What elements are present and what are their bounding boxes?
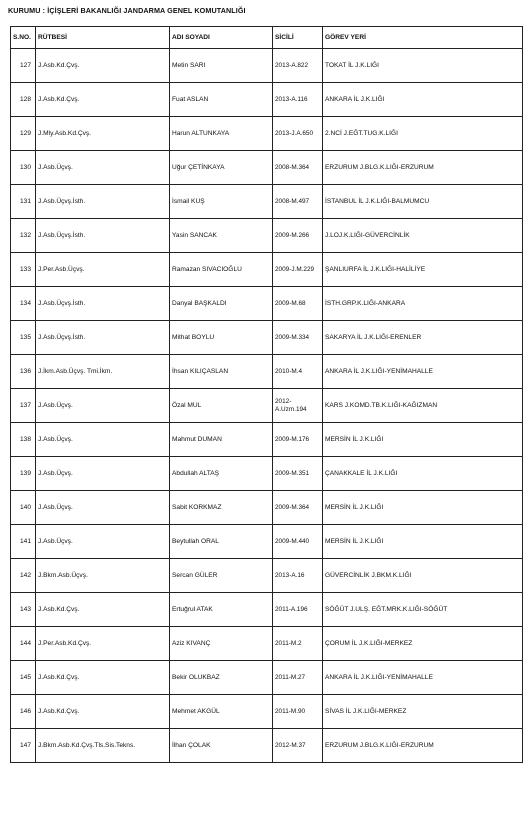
table-row	[11, 525, 523, 559]
cell-duty-station: SÖĞÜT J.ULŞ. EĞT.MRK.K.LIĞI-SÖĞÜT	[323, 593, 523, 627]
column-header-registry: SİCİLİ	[273, 27, 323, 49]
personnel-table	[10, 26, 523, 763]
table-row	[11, 627, 523, 661]
cell-registry: 2009-M.364	[273, 491, 323, 525]
cell-rank: J.Asb.Üçvş.	[36, 525, 170, 559]
cell-sno: 147	[11, 729, 36, 763]
cell-duty-station: ANKARA İL J.K.LIĞI-YENİMAHALLE	[323, 355, 523, 389]
cell-name: Mithat BOYLU	[170, 321, 273, 355]
cell-duty-station: SAKARYA İL J.K.LIĞI-ERENLER	[323, 321, 523, 355]
table-row	[11, 185, 523, 219]
cell-registry: 2009-J.M.229	[273, 253, 323, 287]
cell-sno: 134	[11, 287, 36, 321]
cell-duty-station: ÇANAKKALE İL J.K.LIĞI	[323, 457, 523, 491]
cell-sno: 128	[11, 83, 36, 117]
cell-registry: 2011-A.196	[273, 593, 323, 627]
cell-name: Fuat ASLAN	[170, 83, 273, 117]
cell-registry: 2011-M.90	[273, 695, 323, 729]
cell-duty-station: MERSİN İL J.K.LIĞI	[323, 423, 523, 457]
cell-duty-station: ERZURUM J.BLG.K.LIĞI-ERZURUM	[323, 151, 523, 185]
cell-registry: 2008-M.497	[273, 185, 323, 219]
cell-registry: 2009-M.176	[273, 423, 323, 457]
cell-duty-station: İSTH.GRP.K.LIĞI-ANKARA	[323, 287, 523, 321]
cell-name: Uğur ÇETİNKAYA	[170, 151, 273, 185]
cell-name: Ramazan SIVACIOĞLU	[170, 253, 273, 287]
cell-duty-station: TOKAT İL J.K.LIĞI	[323, 49, 523, 83]
cell-rank: J.Asb.Kd.Çvş.	[36, 49, 170, 83]
table-header-row	[11, 27, 523, 49]
cell-registry: 2013-A.16	[273, 559, 323, 593]
cell-duty-station: SİVAS İL J.K.LIĞI-MERKEZ	[323, 695, 523, 729]
table-row	[11, 695, 523, 729]
cell-sno: 144	[11, 627, 36, 661]
cell-registry: 2012-M.37	[273, 729, 323, 763]
cell-rank: J.Per.Asb.Kd.Çvş.	[36, 627, 170, 661]
cell-sno: 132	[11, 219, 36, 253]
table-row	[11, 49, 523, 83]
cell-registry: 2008-M.364	[273, 151, 323, 185]
column-header-duty-station: GÖREV YERİ	[323, 27, 523, 49]
column-header-name: ADI SOYADI	[170, 27, 273, 49]
cell-duty-station: KARS J.KOMD.TB.K.LIĞI-KAĞIZMAN	[323, 389, 523, 423]
cell-name: Danyal BAŞKALDI	[170, 287, 273, 321]
table-row	[11, 559, 523, 593]
column-header-rank: RÜTBESİ	[36, 27, 170, 49]
cell-rank: J.Bkm.Asb.Kd.Çvş.Tls.Sis.Tekns.	[36, 729, 170, 763]
cell-rank: J.Asb.Üçvş.	[36, 423, 170, 457]
cell-registry: 2009-M.334	[273, 321, 323, 355]
cell-sno: 141	[11, 525, 36, 559]
cell-rank: J.Asb.Üçvş.İsth.	[36, 219, 170, 253]
cell-rank: J.Asb.Kd.Çvş.	[36, 593, 170, 627]
cell-name: Sercan GÜLER	[170, 559, 273, 593]
cell-sno: 140	[11, 491, 36, 525]
table-row	[11, 491, 523, 525]
cell-duty-station: MERSİN İL J.K.LIĞI	[323, 491, 523, 525]
table-row	[11, 287, 523, 321]
cell-name: İhsan KILIÇASLAN	[170, 355, 273, 389]
table-row	[11, 457, 523, 491]
cell-sno: 137	[11, 389, 36, 423]
cell-rank: J.Mly.Asb.Kd.Çvş.	[36, 117, 170, 151]
cell-sno: 145	[11, 661, 36, 695]
column-header-sno: S.NO.	[11, 27, 36, 49]
table-row	[11, 321, 523, 355]
cell-duty-station: 2.NCİ J.EĞT.TUG.K.LIĞI	[323, 117, 523, 151]
table-row	[11, 117, 523, 151]
cell-registry: 2009-M.440	[273, 525, 323, 559]
cell-name: Yasin SANCAK	[170, 219, 273, 253]
cell-rank: J.Per.Asb.Üçvş.	[36, 253, 170, 287]
cell-duty-station: ERZURUM J.BLG.K.LIĞI-ERZURUM	[323, 729, 523, 763]
cell-registry: 2009-M.351	[273, 457, 323, 491]
table-row	[11, 593, 523, 627]
cell-duty-station: ANKARA İL J.K.LIĞI	[323, 83, 523, 117]
cell-name: Aziz KIVANÇ	[170, 627, 273, 661]
table-row	[11, 423, 523, 457]
cell-rank: J.Asb.Üçvş.	[36, 491, 170, 525]
cell-rank: J.Asb.Kd.Çvş.	[36, 83, 170, 117]
cell-name: Bekir OLUKBAZ	[170, 661, 273, 695]
cell-sno: 139	[11, 457, 36, 491]
cell-name: İsmail KUŞ	[170, 185, 273, 219]
cell-duty-station: ÇORUM İL J.K.LIĞI-MERKEZ	[323, 627, 523, 661]
table-row	[11, 389, 523, 423]
cell-name: Beytullah ORAL	[170, 525, 273, 559]
cell-sno: 136	[11, 355, 36, 389]
cell-registry: 2013-J.A.650	[273, 117, 323, 151]
cell-sno: 135	[11, 321, 36, 355]
table-row	[11, 83, 523, 117]
table-row	[11, 661, 523, 695]
cell-registry: 2011-M.2	[273, 627, 323, 661]
table-row	[11, 151, 523, 185]
cell-rank: J.Asb.Üçvş.İsth.	[36, 287, 170, 321]
cell-sno: 143	[11, 593, 36, 627]
cell-name: Mahmut DUMAN	[170, 423, 273, 457]
cell-registry: 2013-A.116	[273, 83, 323, 117]
cell-registry: 2013-A.822	[273, 49, 323, 83]
cell-duty-station: MERSİN İL J.K.LIĞI	[323, 525, 523, 559]
cell-sno: 131	[11, 185, 36, 219]
cell-sno: 130	[11, 151, 36, 185]
cell-registry: 2011-M.27	[273, 661, 323, 695]
cell-name: İlhan ÇOLAK	[170, 729, 273, 763]
cell-rank: J.Asb.Üçvş.İsth.	[36, 185, 170, 219]
cell-duty-station: GÜVERCİNLİK J.BKM.K.LIĞI	[323, 559, 523, 593]
cell-sno: 146	[11, 695, 36, 729]
cell-rank: J.Asb.Üçvş.	[36, 389, 170, 423]
table-row	[11, 729, 523, 763]
cell-name: Mehmet AKGÜL	[170, 695, 273, 729]
cell-rank: J.Asb.Üçvş.İsth.	[36, 321, 170, 355]
cell-name: Sabit KORKMAZ	[170, 491, 273, 525]
cell-registry: 2009-M.266	[273, 219, 323, 253]
document-title: KURUMU : İÇİŞLERİ BAKANLIĞI JANDARMA GENEL KOMUTANLIĞI	[8, 6, 246, 15]
cell-registry: 2009-M.68	[273, 287, 323, 321]
cell-name: Abdullah ALTAŞ	[170, 457, 273, 491]
cell-rank: J.Asb.Üçvş.	[36, 457, 170, 491]
table-row	[11, 219, 523, 253]
cell-rank: J.Asb.Üçvş.	[36, 151, 170, 185]
cell-rank: J.İkm.Asb.Üçvş. Tmi.İkm.	[36, 355, 170, 389]
cell-name: Metin SARI	[170, 49, 273, 83]
cell-sno: 127	[11, 49, 36, 83]
cell-sno: 133	[11, 253, 36, 287]
cell-duty-station: ANKARA İL J.K.LIĞI-YENİMAHALLE	[323, 661, 523, 695]
cell-rank: J.Bkm.Asb.Üçvş.	[36, 559, 170, 593]
cell-sno: 129	[11, 117, 36, 151]
cell-name: Harun ALTUNKAYA	[170, 117, 273, 151]
cell-rank: J.Asb.Kd.Çvş.	[36, 695, 170, 729]
table-row	[11, 253, 523, 287]
cell-sno: 138	[11, 423, 36, 457]
cell-duty-station: ŞANLIURFA İL J.K.LIĞI-HALİLİYE	[323, 253, 523, 287]
cell-rank: J.Asb.Kd.Çvş.	[36, 661, 170, 695]
cell-name: Özal MUL	[170, 389, 273, 423]
cell-duty-station: J.LOJ.K.LIĞI-GÜVERCİNLİK	[323, 219, 523, 253]
cell-sno: 142	[11, 559, 36, 593]
cell-duty-station: İSTANBUL İL J.K.LIĞI-BALMUMCU	[323, 185, 523, 219]
cell-registry: 2012-A.Uzm.194	[273, 389, 323, 423]
cell-registry: 2010-M.4	[273, 355, 323, 389]
cell-name: Ertuğrul ATAK	[170, 593, 273, 627]
table-row	[11, 355, 523, 389]
